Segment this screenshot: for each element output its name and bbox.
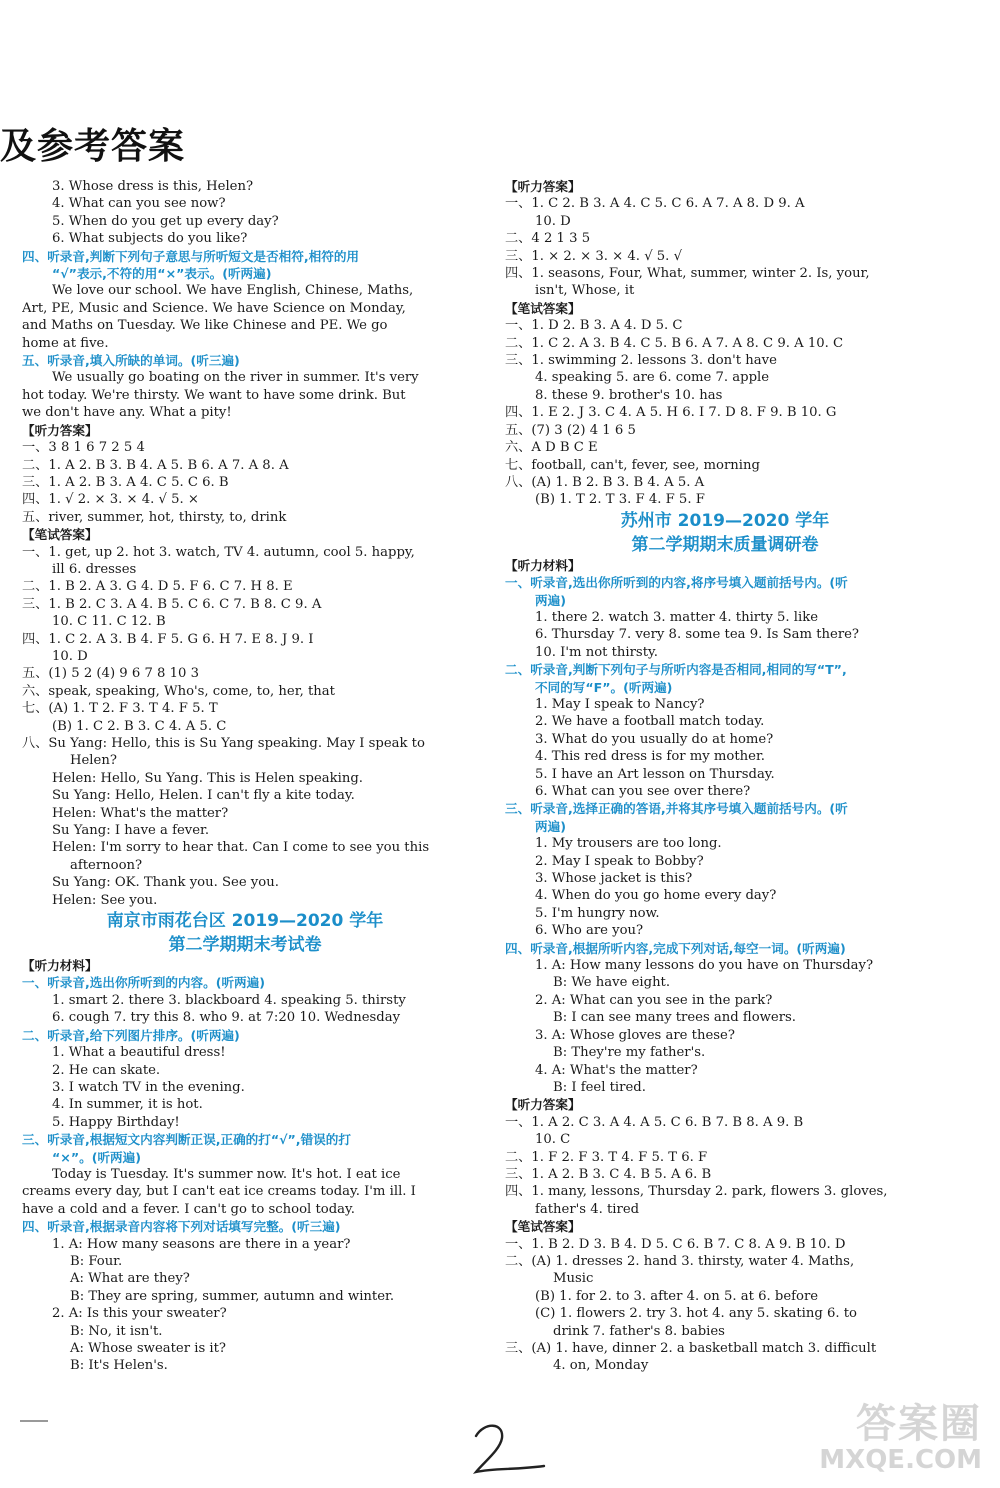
text-line: Su Yang: Hello, Helen. I can't fly a kite today. [52,788,355,804]
text-line: 4. This red dress is for my mother. [535,749,765,765]
text-line: B: They're my father's. [553,1045,706,1061]
text-line: ill 6. dresses [52,561,137,577]
text-line: 一、1. D 2. B 3. A 4. D 5. C [505,318,683,334]
text-line: 2. We have a football match today. [535,714,765,730]
text-line: and Maths on Tuesday. We like Chinese and PE. We go [22,318,388,334]
watermark-title: 答案圈 [856,1401,982,1447]
text-line: home at five. [22,335,109,351]
text-line: Helen: See you. [52,892,158,908]
text-line: 4. In summer, it is hot. [52,1097,203,1113]
text-line: 一、1. C 2. B 3. A 4. C 5. C 6. A 7. A 8. D 9. A [505,196,805,212]
text-line: 二、1. C 2. A 3. B 4. C 5. B 6. A 7. A 8. C 9. A 10. C [505,335,844,351]
text-line: 1. My trousers are too long. [535,836,722,852]
question-heading: 二、听录音,判断下列句子与所听内容是否相同,相同的写“T”, [505,662,847,678]
section-label: 【听力答案】 [505,179,581,194]
text-line: 一、1. get, up 2. hot 3. watch, TV 4. autumn, cool 5. happy, [22,544,415,560]
text-line: 四、1. many, lessons, Thursday 2. park, flowers 3. gloves, [505,1184,888,1200]
question-heading: 四、听录音,判断下列句子意思与所听短文是否相符,相符的用 [22,248,360,264]
text-line: Today is Tuesday. It's summer now. It's hot. I eat ice [52,1166,401,1182]
text-line: We love our school. We have English, Chinese, Maths, [52,283,414,299]
text-line: B: They are spring, summer, autumn and winter. [70,1288,395,1304]
text-line: B: It's Helen's. [70,1358,168,1374]
question-heading: 一、听录音,选出你所听到的内容。(听两遍) [22,975,265,991]
text-line: 10. C [535,1132,571,1148]
text-line: 二、(A) 1. dresses 2. hand 3. thirsty, water 4. Maths, [505,1253,855,1269]
text-line: 一、3 8 1 6 7 2 5 4 [22,440,145,456]
question-heading: “√”表示,不符的用“×”表示。(听两遍) [52,266,272,282]
text-line: 6. What subjects do you like? [52,231,248,247]
text-line: 6. Who are you? [535,923,644,939]
section-label: 【听力材料】 [505,557,581,573]
text-line: 4. When do you go home every day? [535,888,777,904]
text-line: drink 7. father's 8. babies [553,1323,725,1339]
text-line: B: I can see many trees and flowers. [553,1010,796,1026]
text-line: 四、1. √ 2. × 3. × 4. √ 5. × [22,492,199,508]
footer-mark [20,1420,48,1422]
text-line: 3. I watch TV in the evening. [52,1079,245,1095]
text-line: 四、1. C 2. A 3. B 4. F 5. G 6. H 7. E 8. J 9. I [22,631,314,647]
question-heading: 四、听录音,根据录音内容将下列对话填写完整。(听三遍) [22,1219,341,1235]
text-line: 3. Whose jacket is this? [535,871,693,887]
text-line: 三、1. swimming 2. lessons 3. don't have [505,353,777,369]
page-header: 及参考答案 [0,126,186,167]
text-line: 五、(7) 3 (2) 4 1 6 5 [505,422,636,438]
text-line: Su Yang: I have a fever. [52,823,210,839]
question-heading: 三、听录音,选择正确的答语,并将其序号填入题前括号内。(听 [505,801,848,817]
text-line: (B) 1. T 2. T 3. F 4. F 5. F [535,492,705,508]
text-line: 八、Su Yang: Hello, this is Su Yang speaking. May I speak to [22,736,425,751]
text-line: 2. He can skate. [52,1062,161,1078]
text-line: 三、1. B 2. C 3. A 4. B 5. C 6. C 7. B 8. C 9. A [22,596,322,612]
text-line: 6. Thursday 7. very 8. some tea 9. Is Sam there? [535,627,860,643]
text-line: 二、1. F 2. F 3. T 4. F 5. T 6. F [505,1149,708,1165]
watermark [819,1402,982,1474]
text-line: 1. What a beautiful dress! [52,1045,226,1061]
text-line: 三、(A) 1. have, dinner 2. a basketball match 3. difficult [505,1341,877,1356]
exam-title: 南京市雨花台区 2019—2020 学年 [106,911,384,932]
text-line: afternoon? [70,857,143,873]
text-line: Helen: What's the matter? [52,805,229,821]
left-column [22,178,468,1375]
text-line: 三、1. A 2. B 3. A 4. C 5. C 6. B [22,474,229,490]
exam-title: 第二学期期末考试卷 [168,935,322,956]
text-line: (B) 1. for 2. to 3. after 4. on 5. at 6. before [535,1288,819,1304]
text-line: 二、4 2 1 3 5 [505,231,591,247]
section-label: 【听力材料】 [22,958,98,974]
question-heading: 二、听录音,给下列图片排序。(听两遍) [22,1027,240,1043]
section-label: 【听力答案】 [505,1097,581,1113]
text-line: 1. there 2. watch 3. matter 4. thirty 5. like [535,609,819,625]
text-line: 5. I have an Art lesson on Thursday. [535,766,775,782]
text-line: 五、(1) 5 2 (4) 9 6 7 8 10 3 [22,666,199,682]
exam-title: 苏州市 2019—2020 学年 [620,510,830,531]
text-line: 3. What do you usually do at home? [535,731,774,747]
text-line: 二、1. A 2. B 3. B 4. A 5. B 6. A 7. A 8. A [22,457,289,473]
text-line: (C) 1. flowers 2. try 3. hot 4. any 5. skating 6. to [535,1306,857,1322]
question-heading: “×”。(听两遍) [52,1149,141,1165]
text-line: 4. on, Monday [553,1358,649,1374]
right-column [505,178,945,1375]
question-heading: 一、听录音,选出你所听到的内容,将序号填入题前括号内。(听 [505,575,848,591]
text-line: 10. I'm not thirsty. [535,644,658,660]
text-line: 6. What can you see over there? [535,784,751,799]
text-line: 3. A: Whose gloves are these? [535,1027,735,1043]
handwritten-page-number [470,1418,550,1478]
section-label: 【笔试答案】 [505,300,581,316]
text-line: Helen: Hello, Su Yang. This is Helen speaking. [52,770,363,786]
text-line: B: I feel tired. [553,1079,646,1095]
text-line: we don't have any. What a pity! [22,405,232,421]
text-line: 4. What can you see now? [52,196,226,212]
text-line: 2. A: Is this your sweater? [52,1306,227,1322]
question-heading: 五、听录音,填入所缺的单词。(听三遍) [22,353,240,369]
text-line: A: What are they? [70,1271,190,1287]
text-line: 一、1. A 2. C 3. A 4. A 5. C 6. B 7. B 8. A 9. B [505,1114,804,1130]
text-line: Helen: I'm sorry to hear that. Can I come to see you this [52,840,430,856]
text-line: Su Yang: OK. Thank you. See you. [52,875,279,891]
question-heading: 两遍) [535,818,566,834]
exam-title: 第二学期期末质量调研卷 [631,534,819,555]
text-line: B: Four. [70,1253,123,1269]
text-line: 10. D [535,213,571,229]
text-line: 1. May I speak to Nancy? [535,696,705,712]
text-line: 五、river, summer, hot, thirsty, to, drink [22,509,287,525]
section-label: 【笔试答案】 [505,1219,581,1235]
text-line: 4. A: What's the matter? [535,1062,698,1078]
text-line: Art, PE, Music and Science. We have Science on Monday, [22,300,406,316]
watermark-url: MXQE.COM [819,1445,982,1475]
question-heading: 四、听录音,根据所听内容,完成下列对话,每空一词。(听两遍) [505,940,846,956]
question-heading: 三、听录音,根据短文内容判断正误,正确的打“√”,错误的打 [22,1132,351,1148]
text-line: Helen? [70,753,117,769]
text-line: We usually go boating on the river in summer. It's very [52,370,419,386]
text-line: 八、(A) 1. B 2. B 3. B 4. A 5. A [505,474,705,490]
text-line: 一、1. B 2. D 3. B 4. D 5. C 6. B 7. C 8. A 9. B 10. D [505,1236,846,1252]
text-line: 六、speak, speaking, Who's, come, to, her, that [22,683,335,699]
text-line: hot today. We're thirsty. We want to have some drink. But [22,387,406,403]
text-line: 二、1. B 2. A 3. G 4. D 5. F 6. C 7. H 8. E [22,579,293,595]
text-line: 10. D [52,648,88,664]
text-line: 七、(A) 1. T 2. F 3. T 4. F 5. T [22,701,218,717]
text-line: 8. these 9. brother's 10. has [535,387,723,403]
text-line: 5. When do you get up every day? [52,213,279,229]
text-line: 2. A: What can you see in the park? [535,992,773,1008]
text-line: 10. C 11. C 12. B [52,614,166,630]
text-line: 三、1. A 2. B 3. C 4. B 5. A 6. B [505,1166,712,1182]
text-line: 六、A D B C E [505,440,598,456]
text-line: 5. Happy Birthday! [52,1114,180,1130]
section-label: 【笔试答案】 [22,527,98,543]
text-line: father's 4. tired [535,1201,640,1217]
text-line: 七、football, can't, fever, see, morning [505,457,760,473]
text-line: B: No, it isn't. [70,1323,163,1339]
question-heading: 两遍) [535,592,566,608]
text-line: 5. I'm hungry now. [535,905,660,921]
text-line: 四、1. seasons, Four, What, summer, winter 2. Is, your, [505,266,870,282]
text-line: 6. cough 7. try this 8. who 9. at 7:20 10. Wednesday [52,1010,401,1026]
text-line: (B) 1. C 2. B 3. C 4. A 5. C [52,718,227,734]
question-heading: 不同的写“F”。(听两遍) [535,679,673,695]
text-line: 1. smart 2. there 3. blackboard 4. speaking 5. thirsty [52,992,406,1008]
section-label: 【听力答案】 [22,422,98,438]
text-line: A: Whose sweater is it? [70,1341,226,1356]
text-line: 四、1. E 2. J 3. C 4. A 5. H 6. I 7. D 8. F 9. B 10. G [505,405,837,421]
text-line: creams every day, but I can't eat ice creams today. I'm ill. I [22,1184,416,1200]
text-line: have a cold and a fever. I can't go to school today. [22,1201,355,1217]
text-line: 1. A: How many seasons are there in a year? [52,1236,351,1252]
text-line: isn't, Whose, it [535,283,635,299]
text-line: 2. May I speak to Bobby? [535,853,704,869]
text-line: B: We have eight. [553,975,671,991]
text-line: 3. Whose dress is this, Helen? [52,179,254,194]
text-line: 三、1. × 2. × 3. × 4. √ 5. √ [505,248,682,264]
text-line: 1. A: How many lessons do you have on Thursday? [535,958,874,974]
text-line: 4. speaking 5. are 6. come 7. apple [535,370,770,386]
text-line: Music [553,1271,594,1287]
